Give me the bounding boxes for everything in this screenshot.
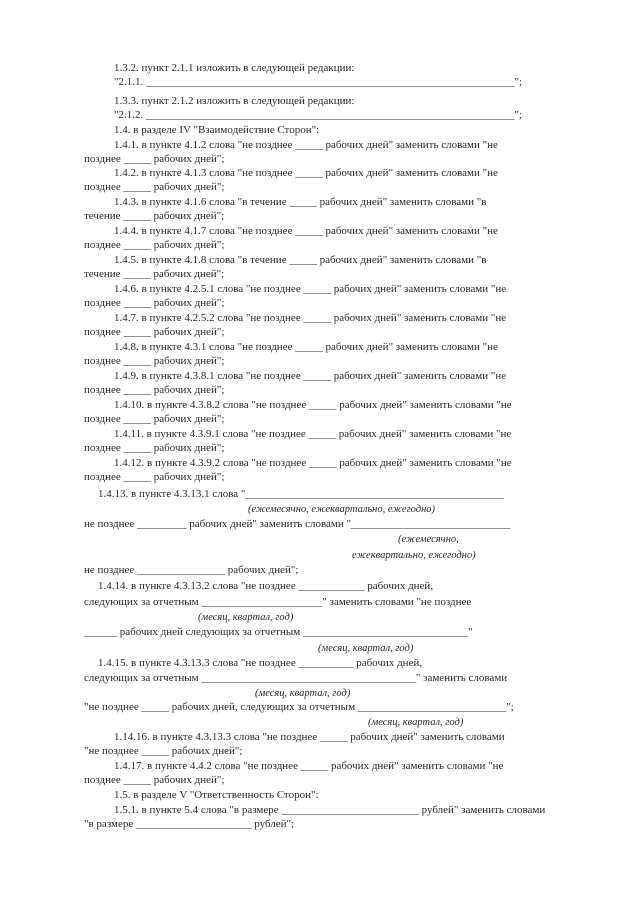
text-line: 1.3.2. пункт 2.1.1 изложить в следующей редакции: xyxy=(114,62,355,74)
text-line: позднее _____ рабочих дней"; xyxy=(84,326,225,338)
text-line: позднее _____ рабочих дней"; xyxy=(84,442,225,454)
text-line: "не позднее _____ рабочих дней"; xyxy=(84,745,243,757)
hint-caption: (месяц, квартал, год) xyxy=(198,612,294,623)
text-line: следующих за отчетным ______________________" заменить словами "не позднее xyxy=(84,596,472,608)
text-line: 1.4.5. в пункте 4.1.8 слова "в течение _____ рабочих дней" заменить словами "в xyxy=(114,254,487,266)
hint-caption: (ежемесячно, xyxy=(398,534,459,545)
text-line: не позднее ________________ рабочих дней"; xyxy=(84,564,299,576)
text-line: 1.3.3. пункт 2.1.2 изложить в следующей редакции: xyxy=(114,95,355,107)
hint-caption: ежеквартально, ежегодно) xyxy=(352,550,476,561)
text-line: следующих за отчетным _______________________________________" заменить словами xyxy=(84,672,508,684)
text-line: 1.4.1. в пункте 4.1.2 слова "не позднее _____ рабочих дней" заменить словами "не xyxy=(114,139,498,151)
text-line: позднее _____ рабочих дней"; xyxy=(84,153,225,165)
text-line: "2.1.1. ___________________________________________________________________"; xyxy=(114,76,523,88)
text-line: 1.4.10. в пункте 4.3.8.2 слова "не позднее _____ рабочих дней" заменить словами "не xyxy=(114,399,512,411)
text-line: 1.14.16. в пункте 4.3.13.3 слова "не позднее _____ рабочих дней" заменить словами xyxy=(114,731,505,743)
text-line: 1.4.15. в пункте 4.3.13.3 слова "не позднее __________ рабочих дней, xyxy=(98,657,423,669)
text-line: "не позднее _____ рабочих дней, следующих за отчетным ___________________________"; xyxy=(84,701,514,713)
text-line: 1.4.4. в пункте 4.1.7 слова "не позднее _____ рабочих дней" заменить словами "не xyxy=(114,225,498,237)
text-line: позднее _____ рабочих дней"; xyxy=(84,774,225,786)
text-line: 1.4.2. в пункте 4.1.3 слова "не позднее _____ рабочих дней" заменить словами "не xyxy=(114,167,498,179)
text-line: позднее _____ рабочих дней"; xyxy=(84,297,225,309)
text-line: позднее _____ рабочих дней"; xyxy=(84,413,225,425)
text-line: ______ рабочих дней следующих за отчетным ______________________________" xyxy=(84,626,473,638)
text-line: 1.4.11. в пункте 4.3.9.1 слова "не позднее _____ рабочих дней" заменить словами "не xyxy=(114,428,512,440)
text-line: 1.4.6. в пункте 4.2.5.1 слова "не позднее _____ рабочих дней" заменить словами "не xyxy=(114,283,507,295)
text-line: 1.4.17. в пункте 4.4.2 слова "не позднее _____ рабочих дней" заменить словами "не xyxy=(114,760,504,772)
hint-caption: (месяц, квартал, год) xyxy=(255,688,351,699)
text-line: 1.4.14. в пункте 4.3.13.2 слова "не позднее ____________ рабочих дней, xyxy=(98,580,434,592)
text-line: не позднее _________ рабочих дней" заменить словами "_____________________________ xyxy=(84,518,511,530)
hint-caption: (месяц, квартал, год) xyxy=(318,643,414,654)
text-line: течение _____ рабочих дней"; xyxy=(84,210,225,222)
hint-caption: (ежемесячно, ежеквартально, ежегодно) xyxy=(248,504,436,515)
text-line: позднее _____ рабочих дней"; xyxy=(84,355,225,367)
text-line: позднее _____ рабочих дней"; xyxy=(84,471,225,483)
text-line: 1.4.7. в пункте 4.2.5.2 слова "не позднее _____ рабочих дней" заменить словами "не xyxy=(114,312,507,324)
text-line: 1.4.13. в пункте 4.3.13.1 слова "_______________________________________________ xyxy=(98,488,504,500)
text-line: течение _____ рабочих дней"; xyxy=(84,268,225,280)
text-line: 1.4.12. в пункте 4.3.9.2 слова "не позднее _____ рабочих дней" заменить словами "не xyxy=(114,457,512,469)
text-line: "2.1.2. ___________________________________________________________________"; xyxy=(114,109,523,121)
text-line: 1.4.8. в пункте 4.3.1 слова "не позднее _____ рабочих дней" заменить словами "не xyxy=(114,341,498,353)
text-line: "в размере _____________________ рублей"; xyxy=(84,818,295,830)
text-line: 1.4.9. в пункте 4.3.8.1 слова "не позднее _____ рабочих дней" заменить словами "не xyxy=(114,370,507,382)
text-line: позднее _____ рабочих дней"; xyxy=(84,384,225,396)
text-line: 1.5.1. в пункте 5.4 слова "в размере _________________________ рублей" заменить словами xyxy=(114,804,546,816)
hint-caption: (месяц, квартал, год) xyxy=(368,717,464,728)
section-heading: 1.5. в разделе V "Ответственность Сторон": xyxy=(114,789,319,801)
text-line: позднее _____ рабочих дней"; xyxy=(84,239,225,251)
section-heading: 1.4. в разделе IV "Взаимодействие Сторон": xyxy=(114,124,320,136)
text-line: позднее _____ рабочих дней"; xyxy=(84,181,225,193)
text-line: 1.4.3. в пункте 4.1.6 слова "в течение _____ рабочих дней" заменить словами "в xyxy=(114,196,487,208)
